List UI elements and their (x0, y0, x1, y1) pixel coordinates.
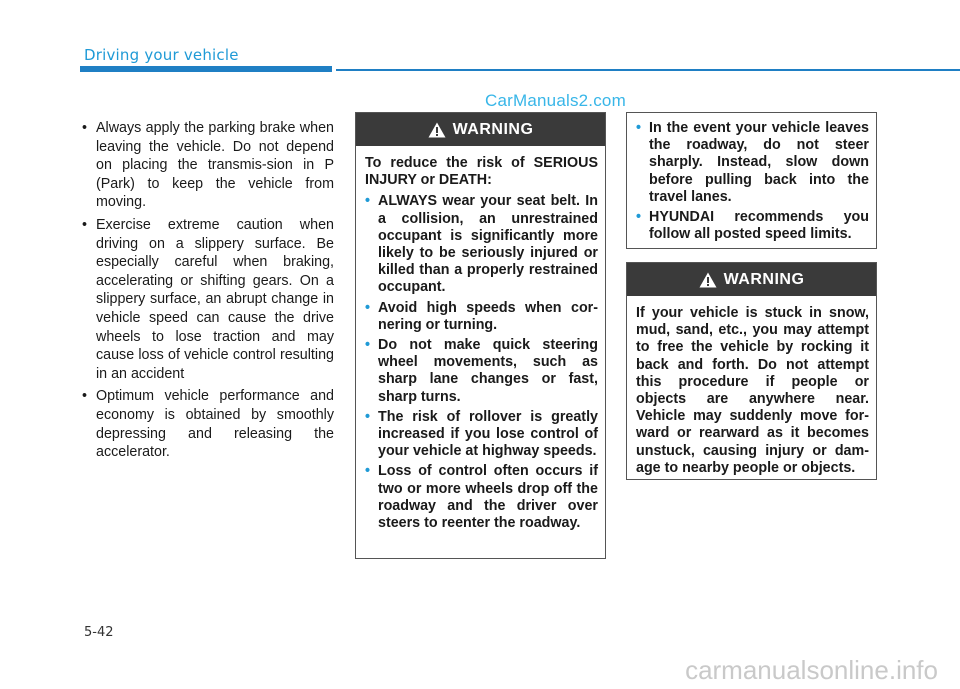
list-item-text: Always apply the parking brake when leaving the vehicle. Do not depend on placing the transmis-sion in P (Park) to keep the vehicle from moving. (96, 120, 334, 211)
warning-text: If your vehicle is stuck in snow, mud, sand, etc., you may attempt to free the vehicle by rocking it back and forth. Do not attempt this procedure if people or objects are anywhere near. Vehicle may suddenly move for-ward or rearward as it becomes unstuck, causing injury or dam-age to nearby people or objects. (636, 305, 869, 476)
watermark-link[interactable]: CarManuals2.com (485, 91, 626, 110)
bullet-glyph: • (82, 388, 88, 405)
list-item-text: HYUNDAI recommends you follow all posted speed limits. (649, 209, 869, 243)
list-item (80, 387, 334, 461)
left-column (80, 119, 334, 466)
section-title: Driving your vehicle (84, 46, 239, 64)
list-item (365, 337, 598, 406)
warning-box-continued (626, 112, 877, 249)
warning-body (627, 296, 876, 489)
list-item-text: ALWAYS wear your seat belt. In a collision, an unrestrained occupant is significantly more likely to be seriously injured or killed than a properly restrained occupant. (378, 193, 598, 296)
bullet-glyph: • (365, 337, 371, 354)
warning-body (627, 113, 876, 254)
bullet-glyph: • (365, 463, 371, 480)
list-item-text: Do not make quick steering wheel movements, such as sharp lane changes or fast, sharp turns. (378, 337, 598, 405)
warning-header (356, 113, 605, 146)
bullet-glyph: • (365, 193, 371, 210)
warning-triangle-icon (428, 122, 446, 138)
list-item (80, 216, 334, 383)
warning-box-driving (355, 112, 606, 559)
list-item (365, 300, 598, 334)
warning-body (356, 146, 605, 543)
warning-intro: To reduce the risk of SERIOUS INJURY or DEATH: (365, 155, 598, 189)
header-rule-thick (80, 66, 332, 72)
list-item (636, 120, 869, 206)
warning-title: WARNING (723, 270, 805, 288)
footer-watermark-link[interactable]: carmanualsonline.info (685, 655, 938, 685)
list-item-text: In the event your vehicle leaves the roadway, do not steer sharply. Instead, slow down before pulling back into the travel lanes. (649, 120, 869, 205)
list-item (365, 193, 598, 296)
bullet-glyph: • (636, 120, 642, 136)
warning-triangle-icon (699, 272, 717, 288)
warning-list (365, 193, 598, 532)
warning-list (636, 120, 869, 243)
list-item-text: Avoid high speeds when cor-nering or turning. (378, 299, 598, 333)
warning-title: WARNING (452, 120, 534, 138)
bullet-glyph: • (365, 408, 371, 425)
list-item-text: Optimum vehicle performance and economy is obtained by smoothly depressing and releasing the accelerator. (96, 388, 334, 461)
left-bullet-list (80, 119, 334, 462)
list-item-text: Loss of control often occurs if two or more wheels drop off the roadway and the driver over steers to reenter the roadway. (378, 463, 598, 532)
bullet-glyph: • (82, 120, 88, 136)
bullet-glyph: • (82, 216, 88, 233)
list-item-text: The risk of rollover is greatly increased if you lose control of your vehicle at highway speeds. (378, 408, 598, 460)
warning-header (627, 263, 876, 296)
header-rule-thin (336, 69, 960, 71)
list-item (636, 209, 869, 243)
page-number: 5-42 (84, 625, 114, 640)
list-item (365, 463, 598, 532)
list-item (80, 119, 334, 212)
bullet-glyph: • (636, 209, 642, 226)
list-item-text: Exercise extreme caution when driving on a slippery surface. Be especially careful when braking, accelerating or shifting gears. On a slippery surface, an abrupt change in vehicle speed can cause the drive wheels to lose traction and may cause loss of vehicle control resulting in an accident (96, 216, 334, 382)
bullet-glyph: • (365, 299, 371, 316)
warning-box-stuck (626, 262, 877, 480)
list-item (365, 409, 598, 461)
